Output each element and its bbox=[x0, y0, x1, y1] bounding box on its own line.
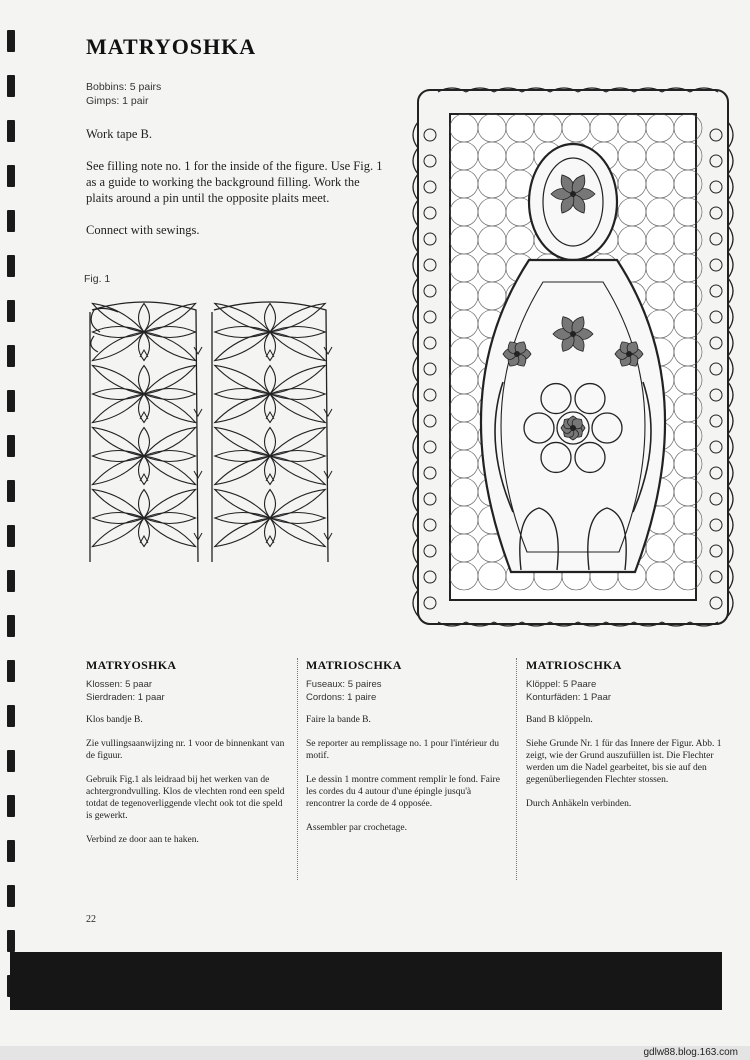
scallop-loop bbox=[424, 311, 436, 323]
scallop-loop bbox=[710, 519, 722, 531]
fig1-petal bbox=[215, 513, 270, 524]
fig1-petal bbox=[144, 427, 196, 456]
binding-hole bbox=[7, 255, 15, 277]
scallop-loop bbox=[424, 285, 436, 297]
body-rosette-petal-center bbox=[570, 425, 576, 431]
scallop-loop bbox=[710, 571, 722, 583]
binding-hole bbox=[7, 930, 15, 952]
watermark-text: gdlw88.blog.163.com bbox=[643, 1047, 738, 1058]
paragraph: Assembler par crochetage. bbox=[306, 823, 408, 833]
fig1-petal bbox=[270, 513, 325, 524]
paragraph: Faire la bande B. bbox=[306, 715, 371, 725]
scallop-loop bbox=[710, 207, 722, 219]
fig1-diagram bbox=[80, 292, 355, 570]
scallop-loop bbox=[710, 415, 722, 427]
materials-gimps: Gimps: 1 pair bbox=[86, 95, 149, 107]
scallop-loop bbox=[710, 129, 722, 141]
fig1-petal bbox=[92, 394, 144, 423]
fig1-petal bbox=[92, 332, 144, 361]
fig1-petal bbox=[270, 365, 325, 394]
paragraph: Verbind ze door aan te haken. bbox=[86, 835, 199, 845]
fig1-petal bbox=[215, 365, 270, 394]
materials-bobbins: Bobbins: 5 pairs bbox=[86, 81, 162, 93]
column-materials bbox=[526, 678, 726, 704]
scallop-loop bbox=[710, 363, 722, 375]
fig1-petal bbox=[270, 451, 325, 462]
fig1-arrow bbox=[194, 471, 202, 478]
scallop-loop bbox=[710, 467, 722, 479]
fig1-petal bbox=[215, 489, 270, 518]
fig1-start-curl bbox=[91, 336, 98, 352]
scallop-loop bbox=[424, 597, 436, 609]
binding-hole bbox=[7, 30, 15, 52]
fig1-petal bbox=[215, 327, 270, 338]
fig1-arrow bbox=[194, 347, 202, 354]
scallop-loop bbox=[710, 155, 722, 167]
fig1-petal bbox=[144, 451, 196, 462]
fig1-petal bbox=[144, 332, 196, 361]
paragraph: Siehe Grunde Nr. 1 für das Innere der Figur. Abb. 1 zeigt, wie der Grund auszufüllen ist. Die Flechter werden um die Nadel gearbeitet, bis sie auf den gegenüberliegenden Flechter stossen. bbox=[526, 739, 722, 785]
fig1-arrow bbox=[324, 471, 332, 478]
side-flower-petal-center bbox=[514, 351, 520, 357]
fig1-petal bbox=[270, 332, 325, 361]
binding-hole bbox=[7, 165, 15, 187]
binding-hole bbox=[7, 390, 15, 412]
materials-line: Fuseaux: 5 paires bbox=[306, 679, 382, 690]
fig1-petal bbox=[270, 394, 325, 423]
page-title: MATRYOSHKA bbox=[86, 34, 257, 59]
figure-label: Fig. 1 bbox=[84, 273, 111, 285]
scallop-loop bbox=[710, 259, 722, 271]
fig1-petal bbox=[215, 332, 270, 361]
scallop-loop bbox=[710, 597, 722, 609]
materials-line: Sierdraden: 1 paar bbox=[86, 692, 165, 703]
binding-hole bbox=[7, 300, 15, 322]
fig1-petal bbox=[92, 327, 144, 338]
scallop-loop bbox=[710, 233, 722, 245]
fig1-petal bbox=[92, 489, 144, 518]
column-divider bbox=[297, 658, 299, 880]
binding-hole bbox=[7, 210, 15, 232]
paragraph: Durch Anhäkeln verbinden. bbox=[526, 799, 632, 809]
scallop-loop bbox=[710, 285, 722, 297]
fig1-petal bbox=[144, 456, 196, 485]
paragraph: Klos bandje B. bbox=[86, 715, 143, 725]
fig1-petal bbox=[270, 327, 325, 338]
fig1-arrow bbox=[324, 409, 332, 416]
materials-line: Konturfäden: 1 Paar bbox=[526, 692, 612, 703]
column-heading: MATRIOSCHKA bbox=[306, 658, 402, 672]
binding-hole bbox=[7, 660, 15, 682]
fig1-petal bbox=[215, 456, 270, 485]
lace-pattern-diagram bbox=[408, 82, 738, 632]
scallop-loop bbox=[424, 467, 436, 479]
instruction-2: See filling note no. 1 for the inside of the figure. Use Fig. 1 as a guide to working the background filling. Work the plaits around a pin until the opposite plaits meet. bbox=[86, 159, 383, 205]
materials-line: Klöppel: 5 Paare bbox=[526, 679, 597, 690]
fig1-petal bbox=[92, 518, 144, 547]
fig1-petal bbox=[92, 513, 144, 524]
paragraph: Se reporter au remplissage no. 1 pour l'intérieur du motif. bbox=[306, 739, 499, 761]
fig1-petal bbox=[215, 427, 270, 456]
fig1-petal bbox=[215, 394, 270, 423]
fig1-petal bbox=[92, 451, 144, 462]
fig1-petal bbox=[144, 327, 196, 338]
scallop-loop bbox=[710, 181, 722, 193]
fig1-petal bbox=[144, 513, 196, 524]
scallop-loop bbox=[424, 493, 436, 505]
fig1-petal bbox=[144, 394, 196, 423]
materials-list bbox=[86, 80, 161, 108]
materials-line: Cordons: 1 paire bbox=[306, 692, 377, 703]
binding-hole bbox=[7, 705, 15, 727]
scallop-loop bbox=[424, 233, 436, 245]
binding-hole bbox=[7, 570, 15, 592]
column-german bbox=[526, 658, 726, 822]
page-number: 22 bbox=[86, 914, 96, 925]
fig1-arrow bbox=[194, 409, 202, 416]
scallop-loop bbox=[424, 415, 436, 427]
fig1-arrow bbox=[324, 347, 332, 354]
fig1-petal bbox=[270, 489, 325, 518]
scallop-loop bbox=[710, 337, 722, 349]
scallop-loop bbox=[424, 181, 436, 193]
binding-hole bbox=[7, 840, 15, 862]
binding-hole bbox=[7, 525, 15, 547]
side-flower-petal-center bbox=[626, 351, 632, 357]
fig1-petal bbox=[92, 389, 144, 400]
binding-hole bbox=[7, 480, 15, 502]
binding-hole bbox=[7, 795, 15, 817]
binding-hole bbox=[7, 615, 15, 637]
fig1-petal bbox=[92, 456, 144, 485]
paragraph: Zie vullingsaanwijzing nr. 1 voor de binnenkant van de figuur. bbox=[86, 739, 285, 761]
paragraph: Gebruik Fig.1 als leidraad bij het werken van de achtergrondvulling. Klos de vlechten rond een speld totdat de tegenoverliggende vlecht ook tot die speld is gewerkt. bbox=[86, 775, 285, 821]
scan-shadow-bar bbox=[10, 952, 722, 1010]
scallop-loop bbox=[710, 545, 722, 557]
binding-hole bbox=[7, 345, 15, 367]
scallop-loop bbox=[424, 363, 436, 375]
scallop-loop bbox=[710, 311, 722, 323]
binding-holes bbox=[0, 0, 28, 1010]
binding-hole bbox=[7, 750, 15, 772]
scallop-loop bbox=[424, 155, 436, 167]
scallop-loop bbox=[424, 389, 436, 401]
scallop-loop bbox=[710, 441, 722, 453]
fig1-petal bbox=[215, 451, 270, 462]
body-flower-petal-center bbox=[570, 331, 576, 337]
column-heading: MATRYOSHKA bbox=[86, 658, 177, 672]
binding-hole bbox=[7, 885, 15, 907]
fig1-petal bbox=[270, 389, 325, 400]
materials-line: Klossen: 5 paar bbox=[86, 679, 153, 690]
fig1-petal bbox=[92, 427, 144, 456]
paragraph: Le dessin 1 montre comment remplir le fond. Faire les cordes du 4 autour d'une épingle jusqu'à rencontrer la corde de 4 opposée. bbox=[306, 775, 500, 809]
fig1-petal bbox=[215, 518, 270, 547]
column-french bbox=[306, 658, 506, 846]
scallop-loop bbox=[424, 571, 436, 583]
scallop-loop bbox=[424, 337, 436, 349]
scallop-loop bbox=[424, 129, 436, 141]
column-materials bbox=[86, 678, 286, 704]
fig1-petal bbox=[144, 518, 196, 547]
scallop-loop bbox=[424, 207, 436, 219]
scallop-loop bbox=[424, 441, 436, 453]
paragraph: Band B klöppeln. bbox=[526, 715, 593, 725]
column-divider bbox=[516, 658, 518, 880]
fig1-petal bbox=[270, 518, 325, 547]
footer-strip bbox=[0, 1046, 750, 1060]
scallop-loop bbox=[710, 493, 722, 505]
fig1-petal bbox=[270, 456, 325, 485]
column-heading: MATRIOSCHKA bbox=[526, 658, 622, 672]
fig1-petal bbox=[270, 427, 325, 456]
instructions bbox=[86, 126, 386, 254]
scallop-loop bbox=[710, 389, 722, 401]
fig1-petal bbox=[92, 365, 144, 394]
column-dutch bbox=[86, 658, 286, 858]
fig1-petal bbox=[144, 489, 196, 518]
scallop-loop bbox=[424, 259, 436, 271]
instruction-3: Connect with sewings. bbox=[86, 223, 200, 237]
binding-hole bbox=[7, 435, 15, 457]
fig1-petal bbox=[144, 365, 196, 394]
binding-hole bbox=[7, 120, 15, 142]
fig1-petal bbox=[144, 389, 196, 400]
instruction-1: Work tape B. bbox=[86, 127, 152, 141]
fig1-petal bbox=[215, 389, 270, 400]
binding-hole bbox=[7, 75, 15, 97]
head-flower-petal-center bbox=[570, 191, 576, 197]
scallop-loop bbox=[424, 519, 436, 531]
scallop-loop bbox=[424, 545, 436, 557]
column-materials bbox=[306, 678, 506, 704]
